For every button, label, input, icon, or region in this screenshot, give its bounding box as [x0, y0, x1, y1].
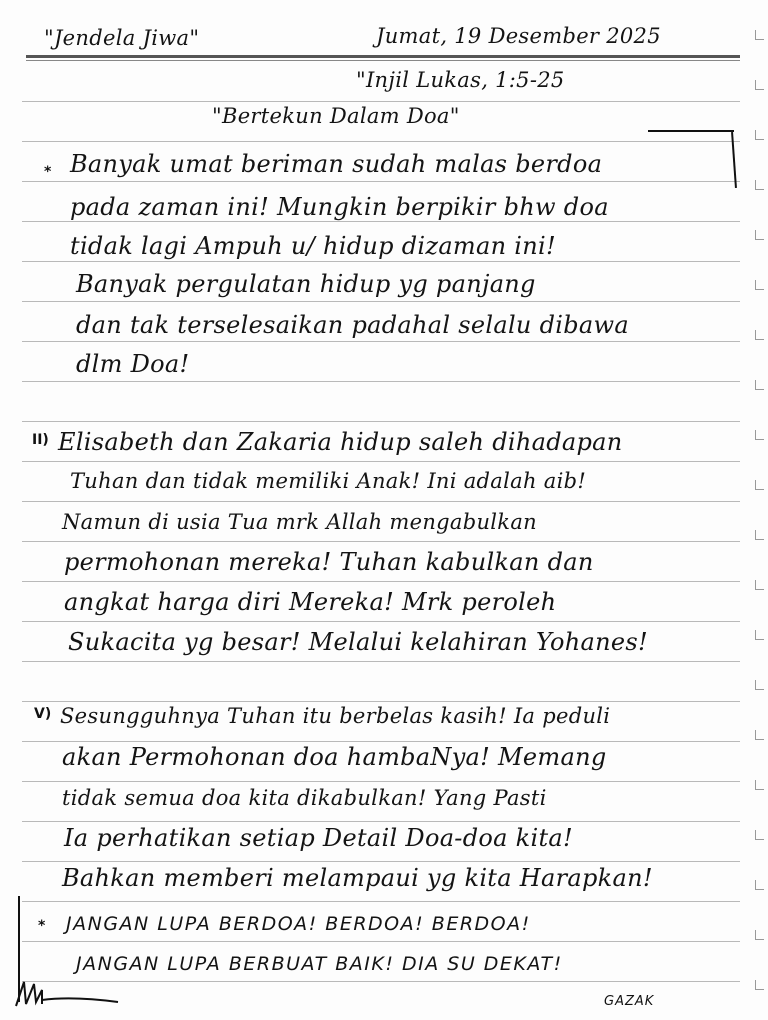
margin-mark — [755, 330, 764, 340]
note-line: JANGAN LUPA BERBUAT BAIK! DIA SU DEKAT! — [76, 953, 563, 975]
note-line: pada zaman ini! Mungkin berpikir bhw doa — [70, 193, 609, 221]
note-line: permohonan mereka! Tuhan kabulkan dan — [64, 548, 594, 576]
ruled-line — [22, 821, 740, 822]
margin-mark — [755, 530, 764, 540]
margin-mark — [755, 430, 764, 440]
ruled-line — [22, 701, 740, 702]
header-rule — [26, 55, 740, 58]
note-line: Tuhan dan tidak memiliki Anak! Ini adalah aib! — [70, 469, 587, 493]
ruled-line — [22, 261, 740, 262]
ruled-line — [22, 901, 740, 902]
ruled-line — [22, 941, 740, 942]
margin-mark — [755, 980, 764, 990]
bullet-numeral-icon: II) — [32, 432, 49, 448]
margin-mark — [755, 780, 764, 790]
ruled-line — [22, 861, 740, 862]
note-line: angkat harga diri Mereka! Mrk peroleh — [64, 588, 557, 616]
ruled-line — [22, 221, 740, 222]
ruled-line — [22, 621, 740, 622]
ruled-line — [22, 461, 740, 462]
ruled-line — [22, 181, 740, 182]
ruled-line — [22, 581, 740, 582]
margin-mark — [755, 830, 764, 840]
margin-mark — [755, 680, 764, 690]
ruled-line — [22, 421, 740, 422]
note-line: tidak lagi Ampuh u/ hidup dizaman ini! — [70, 232, 556, 260]
note-line: dan tak terselesaikan padahal selalu dibawa — [76, 311, 629, 339]
ruled-line — [22, 101, 740, 102]
header-rule-secondary — [26, 60, 740, 61]
margin-mark — [755, 380, 764, 390]
entry-date: Jumat, 19 Desember 2025 — [376, 24, 661, 48]
note-line: JANGAN LUPA BERDOA! BERDOA! BERDOA! — [66, 913, 531, 935]
signature-icon — [12, 976, 122, 1010]
note-line: Banyak pergulatan hidup yg panjang — [76, 270, 536, 298]
note-line: Sukacita yg besar! Melalui kelahiran Yohanes! — [68, 628, 648, 656]
ruled-line — [22, 661, 740, 662]
note-line: Banyak umat beriman sudah malas berdoa — [70, 150, 603, 178]
margin-mark — [755, 630, 764, 640]
margin-mark — [755, 80, 764, 90]
margin-mark — [755, 280, 764, 290]
ruled-line — [22, 141, 740, 142]
margin-mark — [755, 180, 764, 190]
note-line: akan Permohonan doa hambaNya! Memang — [62, 743, 607, 771]
margin-mark — [755, 480, 764, 490]
bullet-star-icon: * — [44, 164, 52, 180]
ruled-line — [22, 501, 740, 502]
margin-mark — [755, 230, 764, 240]
bracket-mark-horizontal — [648, 130, 734, 132]
ruled-line — [22, 341, 740, 342]
ruled-line — [22, 301, 740, 302]
margin-mark — [755, 930, 764, 940]
journal-title: "Jendela Jiwa" — [44, 26, 200, 50]
note-line: Elisabeth dan Zakaria hidup saleh dihadapan — [58, 428, 623, 456]
ruled-line — [22, 781, 740, 782]
note-line: Bahkan memberi melampaui yg kita Harapkan! — [62, 864, 653, 892]
note-line: Sesungguhnya Tuhan itu berbelas kasih! Ia peduli — [60, 704, 611, 728]
margin-mark — [755, 730, 764, 740]
note-line: tidak semua doa kita dikabulkan! Yang Pasti — [62, 786, 547, 810]
margin-mark — [755, 580, 764, 590]
ruled-line — [22, 381, 740, 382]
bullet-numeral-icon: V) — [34, 706, 52, 722]
margin-mark — [755, 880, 764, 890]
note-line: Namun di usia Tua mrk Allah mengabulkan — [62, 510, 537, 534]
margin-mark — [755, 130, 764, 140]
bullet-star-icon: * — [38, 918, 46, 934]
note-line: dlm Doa! — [76, 350, 190, 378]
scripture-reference: "Injil Lukas, 1:5-25 — [356, 68, 565, 92]
binding-margin — [750, 0, 768, 1020]
ruled-line — [22, 981, 740, 982]
margin-mark — [755, 30, 764, 40]
ruled-line — [22, 541, 740, 542]
ruled-line — [22, 741, 740, 742]
entry-topic: "Bertekun Dalam Doa" — [212, 104, 460, 128]
signature-initials: GAZAK — [604, 994, 655, 1009]
note-line: Ia perhatikan setiap Detail Doa-doa kita! — [64, 824, 573, 852]
